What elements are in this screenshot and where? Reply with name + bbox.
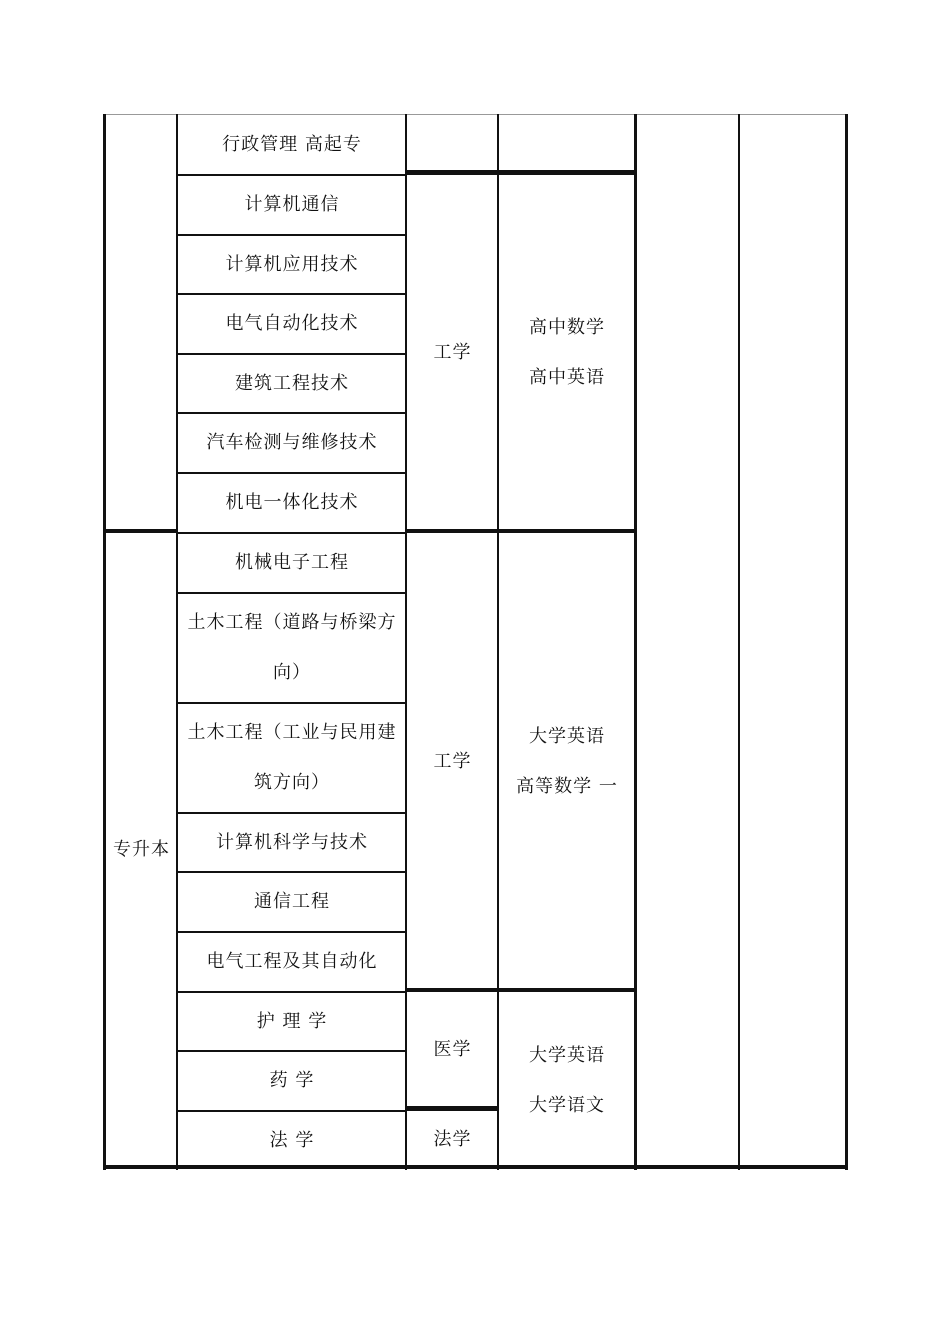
grid-line (177, 293, 406, 295)
major-label: 行政管理 高起专 (222, 134, 362, 155)
major-label: 药 学 (269, 1070, 315, 1091)
grid-line (177, 702, 406, 704)
major-row (178, 704, 406, 812)
major-label: 机械电子工程 (235, 552, 349, 573)
major-row (178, 873, 406, 931)
grid-line (634, 114, 637, 1170)
major-label-line: 筑方向） (254, 772, 330, 793)
major-label: 护 理 学 (256, 1011, 328, 1032)
grid-line (177, 412, 406, 414)
major-row (178, 1052, 406, 1110)
category-cell (407, 1111, 498, 1169)
grid-line (177, 991, 406, 993)
major-row (178, 474, 406, 532)
major-row (178, 116, 406, 174)
subjects-cell (499, 994, 635, 1168)
table-border-top (104, 114, 848, 115)
grid-line (406, 1106, 498, 1111)
major-row (178, 534, 406, 592)
major-label: 机电一体化技术 (225, 492, 359, 513)
grid-line (177, 812, 406, 814)
major-label-line: 土木工程（道路与桥梁方 (187, 612, 397, 633)
grid-line (177, 174, 406, 176)
table-border-right (845, 114, 848, 1170)
grid-line (177, 353, 406, 355)
major-label: 电气工程及其自动化 (206, 951, 378, 972)
grid-line (176, 114, 178, 1170)
major-row (178, 993, 406, 1051)
grid-line (177, 532, 406, 534)
grid-line (406, 529, 635, 533)
subject-label: 高等数学 一 (516, 775, 618, 797)
category-label: 法学 (433, 1129, 472, 1150)
subjects-cell (499, 176, 635, 530)
grid-line (177, 931, 406, 933)
category-cell (407, 176, 498, 530)
category-cell (407, 534, 498, 989)
grid-line (177, 234, 406, 236)
major-label-line: 向） (273, 662, 311, 683)
category-cell (407, 994, 498, 1106)
major-label: 通信工程 (254, 891, 330, 912)
category-label: 工学 (433, 750, 472, 772)
major-row (178, 236, 406, 294)
major-label: 计算机通信 (244, 194, 340, 215)
major-label: 汽车检测与维修技术 (206, 432, 378, 453)
category-label: 医学 (433, 1039, 472, 1060)
grid-line (177, 472, 406, 474)
level-cell-lower (106, 533, 177, 1166)
major-label: 电气自动化技术 (225, 313, 359, 334)
level-label: 专升本 (113, 838, 170, 860)
grid-line (406, 170, 635, 175)
grid-line (406, 988, 635, 992)
table-border-left (103, 114, 106, 1170)
major-row (178, 933, 406, 991)
category-label: 工学 (433, 342, 472, 363)
grid-line (497, 114, 499, 1170)
major-row (178, 1112, 406, 1170)
major-row (178, 414, 406, 472)
major-label: 计算机应用技术 (225, 254, 359, 275)
major-row (178, 594, 406, 702)
table-border-bottom (103, 1165, 848, 1169)
major-label: 法 学 (269, 1130, 315, 1151)
grid-line (177, 592, 406, 594)
subject-label: 大学英语 (529, 725, 605, 747)
major-row (178, 176, 406, 234)
subject-label: 大学语文 (529, 1095, 605, 1116)
major-label: 计算机科学与技术 (216, 832, 368, 853)
grid-line (738, 114, 740, 1170)
major-row (178, 814, 406, 872)
subject-label: 大学英语 (529, 1045, 605, 1066)
grid-line (177, 1050, 406, 1052)
major-row (178, 355, 406, 413)
grid-line (177, 871, 406, 873)
grid-line (103, 529, 178, 533)
subject-label: 高中数学 (529, 317, 605, 338)
major-row (178, 295, 406, 353)
grid-line (177, 1110, 406, 1112)
grid-line (405, 114, 407, 1170)
major-label: 建筑工程技术 (235, 373, 349, 394)
subjects-cell (499, 534, 635, 989)
subject-label: 高中英语 (529, 367, 605, 388)
major-label-line: 土木工程（工业与民用建 (187, 722, 397, 743)
